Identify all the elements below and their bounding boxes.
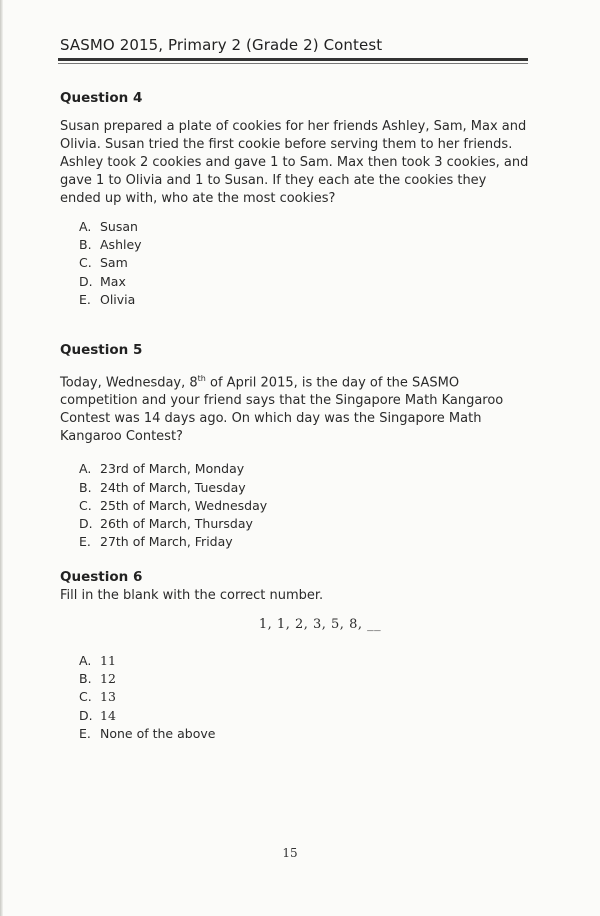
option-text: None of the above [100, 725, 216, 741]
header-rule-thick [58, 58, 528, 61]
option-letter: B. [79, 237, 92, 253]
question-heading: Question 4 [60, 90, 143, 106]
option-d [79, 515, 530, 533]
option-text: Olivia [100, 291, 136, 307]
option-text: 14 [100, 707, 116, 723]
answer-options [60, 460, 530, 551]
option-e [79, 291, 530, 309]
option-b [79, 670, 530, 688]
answer-options [60, 218, 530, 309]
option-d [79, 273, 530, 291]
option-letter: A. [79, 653, 92, 668]
question-text-part: Today, Wednesday, 8 [60, 375, 198, 391]
page-edge-shadow [0, 0, 3, 916]
option-text: 25th of March, Wednesday [100, 497, 268, 513]
option-text: 24th of March, Tuesday [100, 479, 246, 495]
option-text: 12 [100, 671, 116, 687]
header-rule-thin [58, 63, 528, 64]
option-letter: D. [79, 707, 93, 723]
option-a [79, 218, 530, 236]
question-5 [60, 342, 530, 551]
answer-options [60, 652, 530, 743]
question-heading: Question 6 [60, 569, 143, 585]
option-letter: A. [79, 461, 92, 477]
option-text: 11 [100, 653, 116, 668]
question-text: Susan prepared a plate of cookies for her friends Ashley, Sam, Max and Olivia. Susan tried the first cookie before serving them to her friends. Ashley took 2 cookies and gave 1 to Sam. Max then took 3 cookies, and gave 1 to Olivia and 1 to Susan. If they each ate the cookies they ended up with, who ate the most cookies? [60, 119, 529, 206]
option-letter: E. [79, 534, 91, 550]
option-letter: E. [79, 725, 91, 741]
question-6 [60, 569, 530, 743]
number-sequence: 1, 1, 2, 3, 5, 8, __ [258, 617, 382, 632]
option-a [79, 652, 530, 670]
option-text: 27th of March, Friday [100, 534, 233, 550]
question-text [60, 370, 530, 446]
option-text: 26th of March, Thursday [100, 515, 253, 531]
option-d [79, 707, 530, 725]
option-text: Susan [100, 219, 138, 234]
option-letter: A. [79, 219, 92, 234]
page-number: 15 [282, 846, 298, 860]
question-text-part: of April 2015, is the day of the SASMO competition and your friend says that the Singapore Math Kangaroo Contest was 14 days ago. On which day was the Singapore Math Kangaroo Contest? [60, 375, 504, 445]
question-text: Fill in the blank with the correct number. [60, 588, 324, 603]
option-c [79, 254, 530, 272]
option-c [79, 688, 530, 706]
option-letter: C. [79, 497, 92, 513]
option-letter: B. [79, 479, 92, 495]
option-letter: C. [79, 255, 92, 271]
question-heading: Question 5 [60, 342, 143, 358]
question-4 [60, 90, 530, 309]
option-letter: C. [79, 689, 92, 705]
option-letter: D. [79, 273, 93, 289]
option-text: Max [100, 273, 126, 289]
option-e [79, 533, 530, 551]
option-text: Sam [100, 255, 128, 271]
option-a [79, 460, 530, 478]
option-text: 13 [100, 689, 116, 705]
option-b [79, 479, 530, 497]
option-letter: D. [79, 515, 93, 531]
option-c [79, 497, 530, 515]
page-header-title: SASMO 2015, Primary 2 (Grade 2) Contest [60, 36, 383, 54]
option-text: 23rd of March, Monday [100, 461, 245, 477]
option-letter: B. [79, 671, 92, 687]
option-e [79, 725, 530, 743]
option-b [79, 236, 530, 254]
option-text: Ashley [100, 237, 142, 253]
ordinal-suffix: th [197, 374, 206, 383]
option-letter: E. [79, 291, 91, 307]
